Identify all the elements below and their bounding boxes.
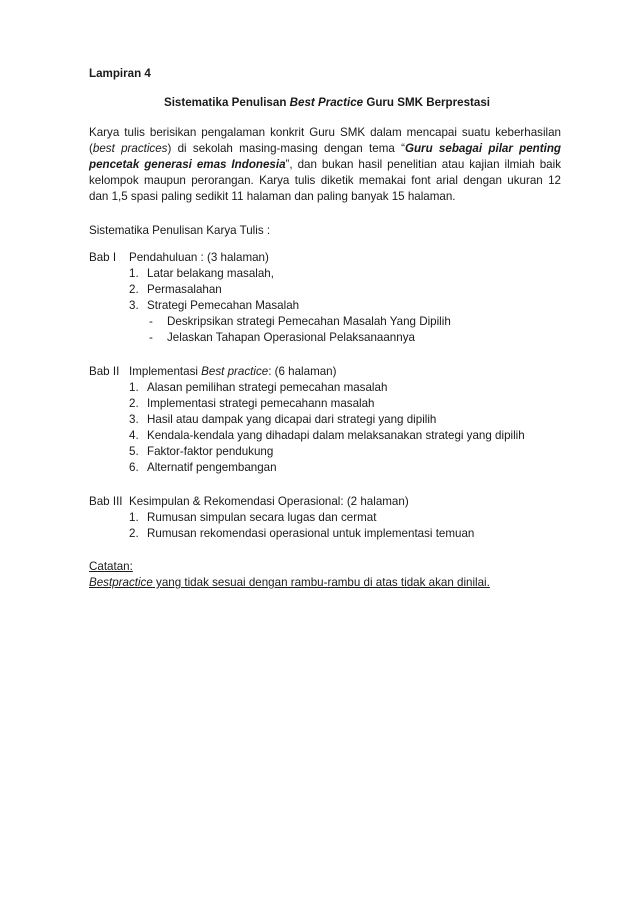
- bab-2-title-italic: Best practice: [201, 365, 269, 378]
- note-section: [89, 559, 561, 591]
- intro-line-2-a: (: [89, 142, 93, 155]
- sub-list-dash: -: [149, 315, 153, 328]
- list-item-text: Latar belakang masalah,: [147, 267, 274, 280]
- intro-line-1: [89, 125, 561, 141]
- intro-line-5-text: dan 1,5 spasi paling sedikit 11 halaman dan paling banyak 15 halaman.: [89, 190, 456, 203]
- systematics-label: Sistematika Penulisan Karya Tulis :: [89, 224, 271, 237]
- list-item-number: 5.: [129, 445, 139, 458]
- list-item: [89, 510, 561, 526]
- bab-2-section: [89, 364, 561, 476]
- list-item-number: 2.: [129, 397, 139, 410]
- list-item-text: Rumusan rekomendasi operasional untuk implementasi temuan: [147, 527, 475, 540]
- sub-list-dash: -: [149, 331, 153, 344]
- intro-line-4-text: kelompok maupun perorangan. Karya tulis diketik memakai font arial dengan ukuran 12: [89, 174, 561, 187]
- sub-list-item: [89, 330, 561, 346]
- list-item-number: 6.: [129, 461, 139, 474]
- intro-paragraph: [89, 125, 561, 205]
- list-item-number: 2.: [129, 527, 139, 540]
- list-item-number: 1.: [129, 381, 139, 394]
- list-item: [89, 444, 561, 460]
- list-item: [89, 526, 561, 542]
- list-item: [89, 412, 561, 428]
- bab-1-title: Pendahuluan : (3 halaman): [129, 251, 269, 264]
- list-item: [89, 298, 561, 314]
- list-item-number: 2.: [129, 283, 139, 296]
- sub-list-text: Deskripsikan strategi Pemecahan Masalah Yang Dipilih: [167, 315, 451, 328]
- bab-1-label: Bab I: [89, 251, 117, 264]
- sub-list-text: Jelaskan Tahapan Operasional Pelaksanaannya: [167, 331, 415, 344]
- intro-line-3-bold-italic: pencetak generasi emas Indonesia: [89, 158, 286, 171]
- bab-3-heading: [89, 494, 561, 510]
- list-item: [89, 428, 561, 444]
- list-item-text: Implementasi strategi pemecahann masalah: [147, 397, 375, 410]
- bab-2-title-prefix: Implementasi: [129, 365, 202, 378]
- list-item: [89, 380, 561, 396]
- note-body: yang tidak sesuai dengan rambu-rambu di atas tidak akan dinilai.: [152, 576, 490, 589]
- list-item-text: Kendala-kendala yang dihadapi dalam melaksanakan strategi yang dipilih: [147, 429, 525, 442]
- bab-3-title: Kesimpulan & Rekomendasi Operasional: (2 halaman): [129, 495, 409, 508]
- note-italic: Bestpractice: [89, 576, 153, 589]
- note-label: Catatan:: [89, 560, 133, 573]
- intro-line-5: [89, 189, 561, 205]
- list-item-number: 4.: [129, 429, 139, 442]
- appendix-heading: Lampiran 4: [89, 67, 151, 80]
- sub-list-item: [89, 314, 561, 330]
- bab-1-section: [89, 250, 561, 346]
- list-item-text: Rumusan simpulan secara lugas dan cermat: [147, 511, 377, 524]
- bab-2-label: Bab II: [89, 365, 120, 378]
- bab-2-title-suffix: : (6 halaman): [268, 365, 337, 378]
- bab-3-label: Bab III: [89, 495, 123, 508]
- intro-line-2: [89, 141, 561, 157]
- list-item-text: Strategi Pemecahan Masalah: [147, 299, 300, 312]
- intro-line-4: [89, 173, 561, 189]
- list-item-text: Alasan pemilihan strategi pemecahan masalah: [147, 381, 388, 394]
- intro-line-3-b: ”, dan bukan hasil penelitian atau kajian ilmiah baik: [285, 158, 561, 171]
- list-item-text: Alternatif pengembangan: [147, 461, 277, 474]
- intro-line-2-c: ) di sekolah masing-masing dengan tema “: [167, 142, 405, 155]
- intro-line-2-italic: best practices: [92, 142, 168, 155]
- bab-3-section: [89, 494, 561, 542]
- list-item: [89, 460, 561, 476]
- list-item-number: 1.: [129, 267, 139, 280]
- intro-line-3: [89, 157, 561, 173]
- document-title: [89, 95, 561, 111]
- list-item: [89, 282, 561, 298]
- bab-1-heading: [89, 250, 561, 266]
- list-item-number: 1.: [129, 511, 139, 524]
- title-prefix: Sistematika Penulisan: [163, 96, 290, 109]
- title-suffix: Guru SMK Berprestasi: [363, 96, 491, 109]
- list-item: [89, 266, 561, 282]
- note-text: [89, 575, 561, 591]
- list-item-number: 3.: [129, 299, 139, 312]
- list-item-text: Permasalahan: [147, 283, 222, 296]
- intro-line-1-text: Karya tulis berisikan pengalaman konkrit Guru SMK dalam mencapai suatu keberhasilan: [89, 126, 561, 139]
- list-item: [89, 396, 561, 412]
- title-italic: Best Practice: [289, 96, 364, 109]
- list-item-text: Faktor-faktor pendukung: [147, 445, 274, 458]
- list-item-text: Hasil atau dampak yang dicapai dari strategi yang dipilih: [147, 413, 437, 426]
- list-item-number: 3.: [129, 413, 139, 426]
- document-page: [89, 66, 561, 591]
- intro-line-2-bold-italic: Guru sebagai pilar penting: [404, 142, 562, 155]
- bab-2-heading: [89, 364, 561, 380]
